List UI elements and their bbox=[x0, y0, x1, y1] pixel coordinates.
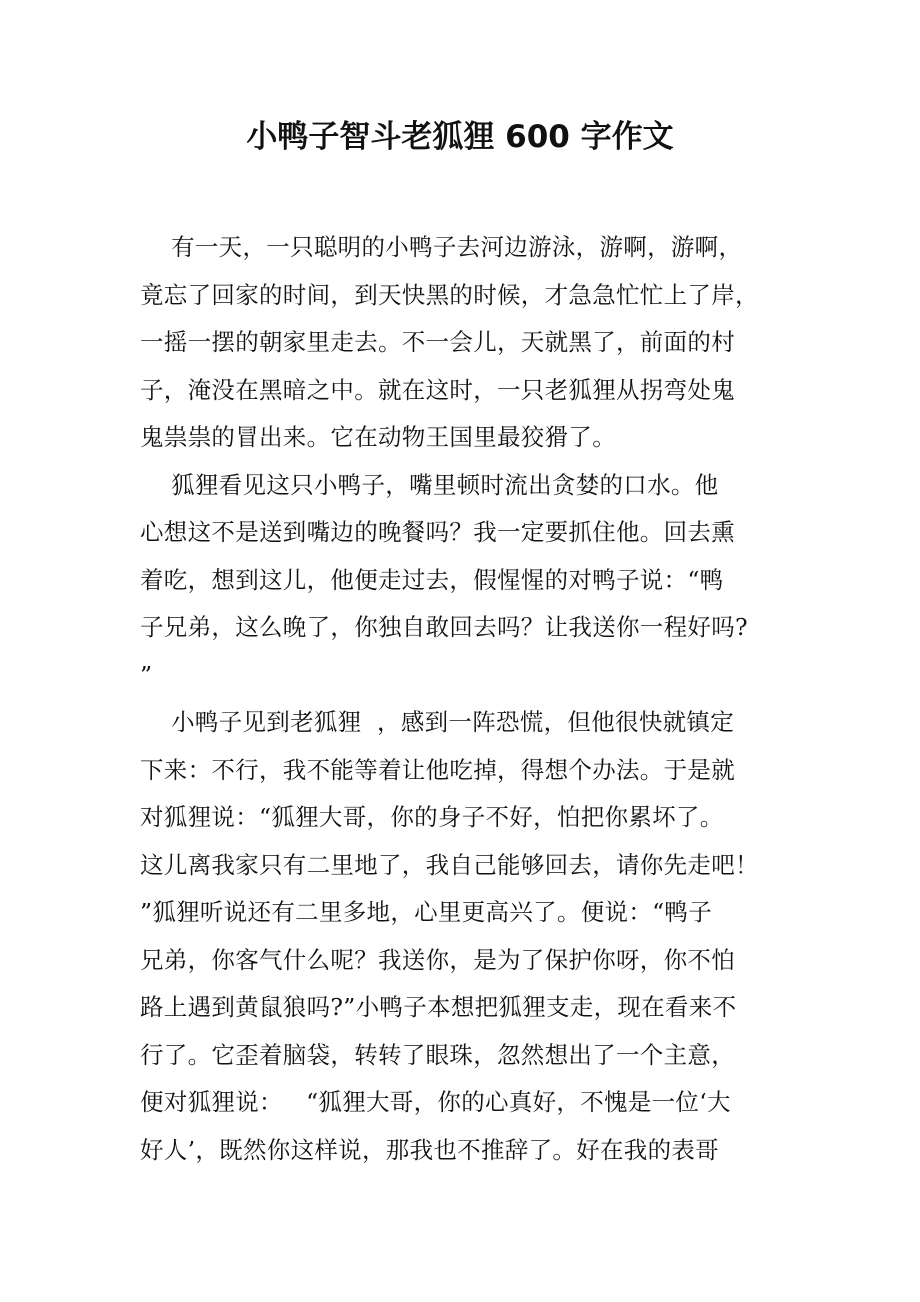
body-line: 子兄弟，这么晚了，你独自敢回去吗？让我送你一程好吗? bbox=[140, 613, 748, 641]
body-line: 对狐狸说：“狐狸大哥，你的身子不好，怕把你累坏了。 bbox=[140, 803, 724, 831]
body-line: 心想这不是送到嘴边的晚餐吗？我一定要抓住他。回去熏 bbox=[140, 518, 735, 546]
body-line: 行了。它歪着脑袋，转转了眼珠，忽然想出了一个主意， bbox=[140, 1040, 735, 1069]
body-line: 着吃，想到这儿，他便走过去，假惺惺的对鸭子说：“鸭 bbox=[140, 565, 724, 594]
body-line: 这儿离我家只有二里地了，我自己能够回去，请你先走吧！ bbox=[140, 850, 759, 879]
body-line: 子，淹没在黑暗之中。就在这时，一只老狐狸从拐弯处鬼 bbox=[140, 375, 735, 404]
body-line: 狐狸看见这只小鸭子，嘴里顿时流出贪婪的口水。他 bbox=[140, 470, 719, 499]
body-line: 好人’，既然你这样说，那我也不推辞了。好在我的表哥 bbox=[140, 1135, 719, 1164]
body-line: 有一天，一只聪明的小鸭子去河边游泳，游啊，游啊， bbox=[140, 233, 743, 261]
body-line: 路上遇到黄鼠狼吗?”小鸭子本想把狐狸支走，现在看来不 bbox=[140, 993, 737, 1021]
body-line: 鬼祟祟的冒出来。它在动物王国里最狡猾了。 bbox=[140, 423, 616, 451]
body-line: 竟忘了回家的时间，到天快黑的时候，才急急忙忙上了岸， bbox=[140, 280, 759, 309]
body-line: 一摇一摆的朝家里走去。不一会儿，天就黑了，前面的村 bbox=[140, 328, 735, 356]
body-line: ” bbox=[140, 660, 153, 689]
body-line: 小鸭子见到老狐狸 ，感到一阵恐慌，但他很快就镇定 bbox=[140, 708, 735, 736]
body-line: ”狐狸听说还有二里多地，心里更高兴了。便说：“鸭子 bbox=[140, 898, 713, 926]
document-title: 小鸭子智斗老狐狸 600 字作文 bbox=[246, 119, 674, 155]
body-line: 便对狐狸说： “狐狸大哥，你的心真好，不愧是一位‘大 bbox=[140, 1088, 731, 1116]
document-body bbox=[140, 224, 790, 1174]
body-line: 下来：不行，我不能等着让他吃掉，得想个办法。于是就 bbox=[140, 755, 735, 784]
body-line: 兄弟，你客气什么呢？我送你，是为了保护你呀，你不怕 bbox=[140, 945, 735, 974]
